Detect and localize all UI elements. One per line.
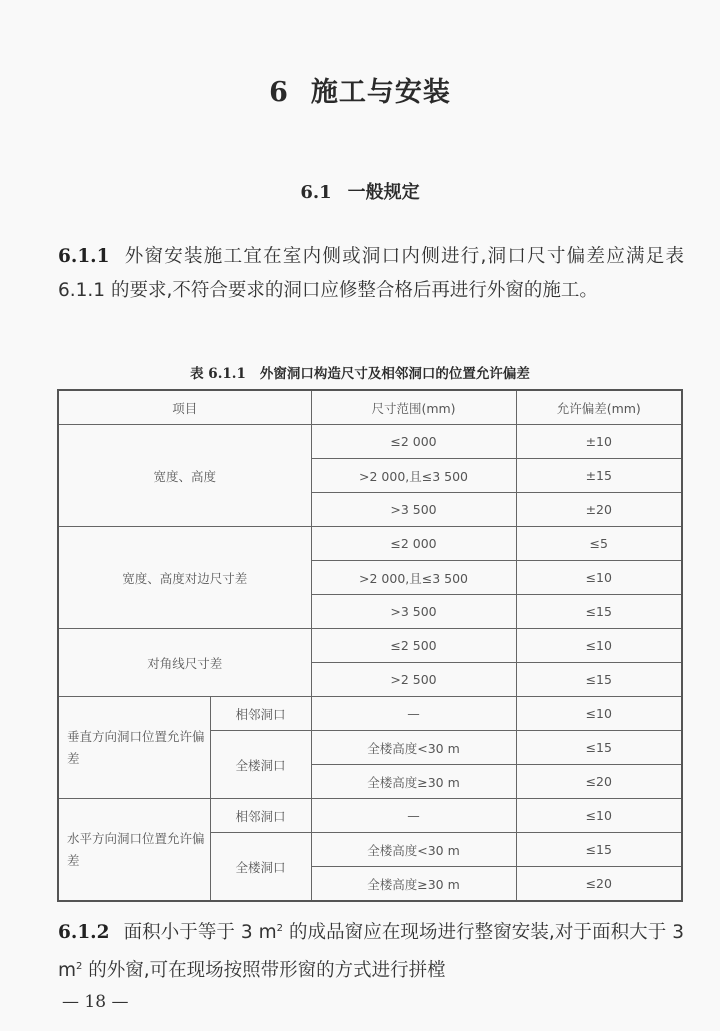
page-number: — 18 — [62,992,129,1012]
item-cell: 水平方向洞口位置允许偏差 [58,799,210,902]
clause-number: 6.1.1 [58,246,110,267]
chapter-title-text: 施工与安装 [310,77,451,108]
chapter-title [0,70,720,109]
table-title: 外窗洞口构造尺寸及相邻洞口的位置允许偏差 [259,366,530,382]
table-row [58,799,682,833]
tolerance-cell: ±20 [516,493,682,527]
sub-item-cell: 相邻洞口 [210,697,311,731]
header-tolerance: 允许偏差(mm) [516,390,682,425]
range-cell: 全楼高度<30 m [311,731,516,765]
table-row [58,629,682,663]
tolerance-cell: ±10 [516,425,682,459]
tolerance-cell: ≤15 [516,833,682,867]
table-header-row [58,390,682,425]
superscript: 2 [76,961,83,973]
clause-text-part3: 的外窗,可在现场按照带形窗的方式进行拼樘 [82,960,446,980]
tolerance-table [57,389,683,902]
clause-text-part1: 面积小于等于 3 m [123,922,277,944]
table-caption [0,362,720,382]
tolerance-cell: ≤20 [516,765,682,799]
item-cell: 对角线尺寸差 [58,629,311,697]
sub-item-cell: 全楼洞口 [210,731,311,799]
item-cell: 宽度、高度 [58,425,311,527]
tolerance-cell: ≤15 [516,595,682,629]
tolerance-cell: ±15 [516,459,682,493]
item-cell: 垂直方向洞口位置允许偏差 [58,697,210,799]
section-number: 6.1 [300,182,332,203]
tolerance-cell: ≤5 [516,527,682,561]
range-cell: 全楼高度<30 m [311,833,516,867]
clause-text-part2: 的成品窗应在现场进行整窗安装,对于面积大于 3 m [58,922,684,980]
table-row [58,425,682,459]
header-range: 尺寸范围(mm) [311,390,516,425]
table-row [58,697,682,731]
clause-text: 外窗安装施工宜在室内侧或洞口内侧进行,洞口尺寸偏差应满足表 6.1.1 的要求,不符合要求的洞口应修整合格后再进行外窗的施工。 [58,246,684,301]
range-cell: ≤2 500 [311,629,516,663]
tolerance-cell: ≤10 [516,561,682,595]
chapter-number: 6 [269,77,289,108]
sub-item-cell: 全楼洞口 [210,833,311,902]
table-number: 表 6.1.1 [190,366,246,382]
tolerance-cell: ≤10 [516,697,682,731]
range-cell: 全楼高度≥30 m [311,867,516,902]
clause-6-1-1 [58,240,684,308]
range-cell: 全楼高度≥30 m [311,765,516,799]
superscript: 2 [276,923,284,934]
range-cell: — [311,799,516,833]
range-cell: >2 500 [311,663,516,697]
clause-number: 6.1.2 [58,922,110,944]
section-title [0,178,720,204]
tolerance-cell: ≤15 [516,731,682,765]
range-cell: >2 000,且≤3 500 [311,561,516,595]
table-row [58,527,682,561]
range-cell: — [311,697,516,731]
tolerance-cell: ≤10 [516,629,682,663]
header-item: 项目 [58,390,311,425]
section-title-text: 一般规定 [347,182,420,203]
tolerance-cell: ≤15 [516,663,682,697]
tolerance-cell: ≤20 [516,867,682,902]
range-cell: >3 500 [311,595,516,629]
sub-item-cell: 相邻洞口 [210,799,311,833]
item-cell: 宽度、高度对边尺寸差 [58,527,311,629]
range-cell: ≤2 000 [311,425,516,459]
range-cell: >3 500 [311,493,516,527]
tolerance-cell: ≤10 [516,799,682,833]
clause-6-1-2 [58,912,684,980]
range-cell: >2 000,且≤3 500 [311,459,516,493]
range-cell: ≤2 000 [311,527,516,561]
